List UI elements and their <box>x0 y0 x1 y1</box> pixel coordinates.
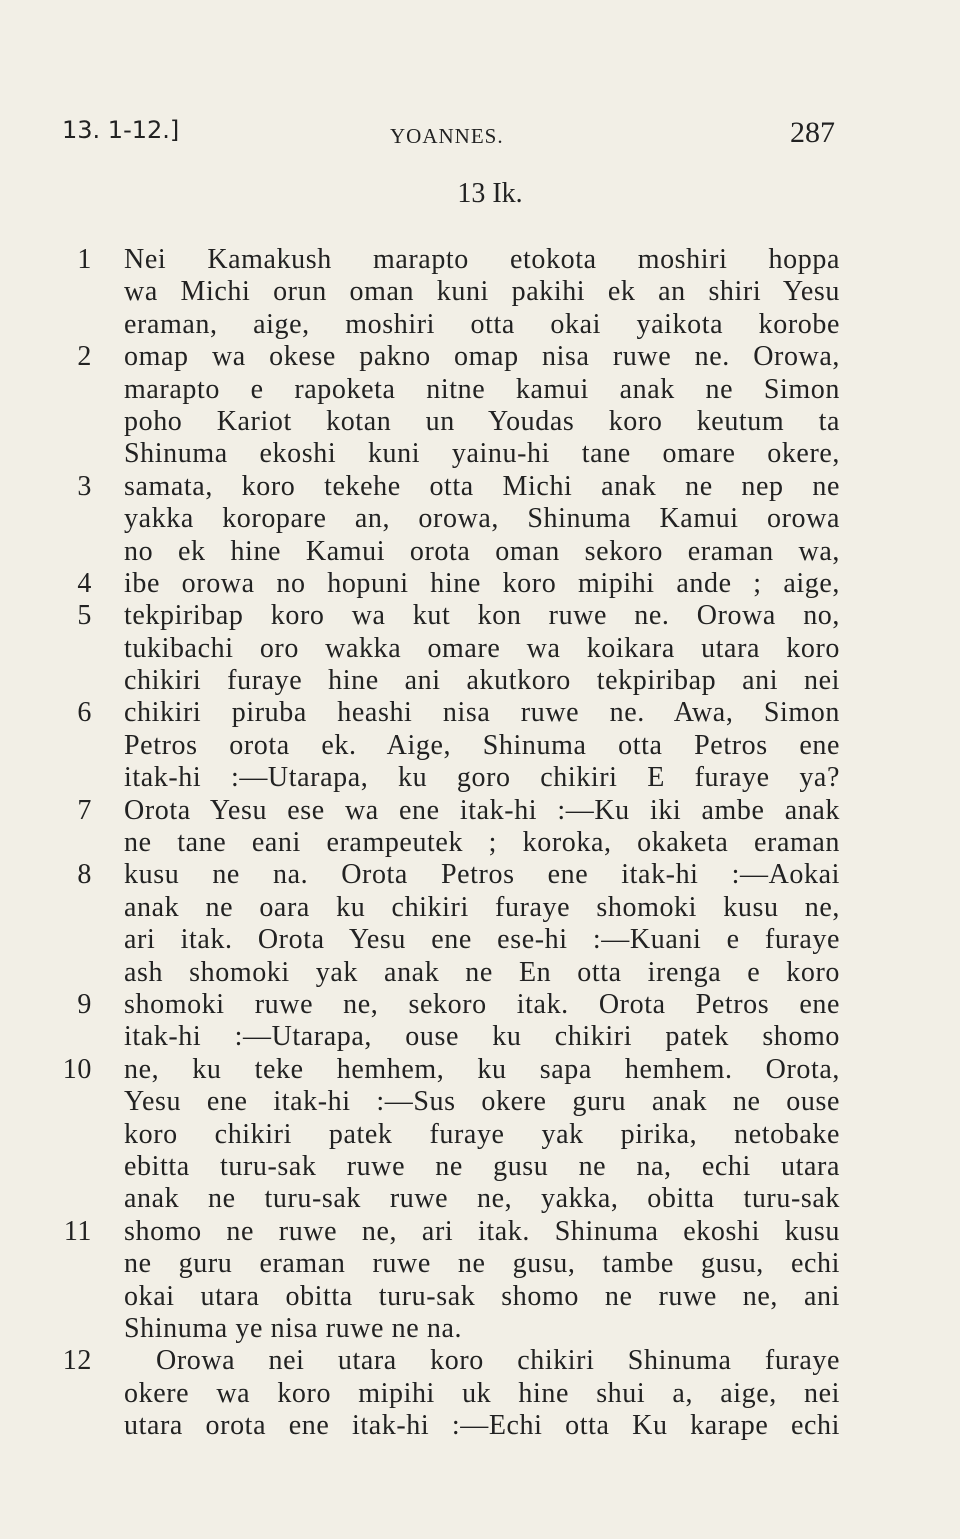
line-text: okere wa koro mipihi uk hine shui a, aige, nei <box>124 1377 840 1409</box>
line-text: koro chikiri patek furaye yak pirika, netobake <box>124 1118 840 1150</box>
line-text: shomo ne ruwe ne, ari itak. Shinuma ekoshi kusu <box>124 1215 840 1247</box>
text-line <box>0 438 960 470</box>
text-line <box>0 341 960 373</box>
text-line <box>0 568 960 600</box>
page-number: 287 <box>790 116 835 149</box>
text-line <box>0 244 960 276</box>
verse-number: 2 <box>77 341 92 373</box>
text-line <box>0 1054 960 1086</box>
text-line <box>0 1248 960 1280</box>
text-line <box>0 503 960 535</box>
line-text: poho Kariot kotan un Youdas koro keutum ta <box>124 405 840 437</box>
text-line <box>0 697 960 729</box>
text-line <box>0 730 960 762</box>
body-text <box>0 244 960 1442</box>
line-text: shomoki ruwe ne, sekoro itak. Orota Petros ene <box>124 988 840 1020</box>
text-line <box>0 957 960 989</box>
text-line <box>0 1313 960 1345</box>
line-text: itak-hi :—Utarapa, ku goro chikiri E furaye ya? <box>124 762 840 794</box>
line-text: Orowa nei utara koro chikiri Shinuma furaye <box>156 1345 840 1377</box>
line-text: wa Michi orun oman kuni pakihi ek an shiri Yesu <box>124 276 840 308</box>
text-line <box>0 827 960 859</box>
line-text: kusu ne na. Orota Petros ene itak-hi :—Aokai <box>124 859 840 891</box>
line-text: eraman, aige, moshiri otta okai yaikota korobe <box>124 308 840 340</box>
line-text: okai utara obitta turu-sak shomo ne ruwe ne, ani <box>124 1280 840 1312</box>
text-line <box>0 633 960 665</box>
text-line <box>0 892 960 924</box>
verse-number: 12 <box>62 1345 92 1377</box>
verse-number: 10 <box>62 1053 92 1085</box>
verse-number: 9 <box>77 988 92 1020</box>
line-text: Shinuma ye nisa ruwe ne na. <box>124 1312 463 1344</box>
line-text: ari itak. Orota Yesu ene ese-hi :—Kuani e furaye <box>124 924 840 956</box>
text-line <box>0 762 960 794</box>
verse-number: 1 <box>77 244 92 275</box>
line-text: anak ne oara ku chikiri furaye shomoki kusu ne, <box>124 891 840 923</box>
chapter-heading: 13 Ik. <box>457 178 523 209</box>
verse-number: 3 <box>77 470 92 502</box>
line-text: chikiri furaye hine ani akutkoro tekpiribap ani nei <box>124 665 840 697</box>
verse-number: 5 <box>77 600 92 632</box>
text-line <box>0 859 960 891</box>
text-line <box>0 536 960 568</box>
chapter-verse-range: 13. 1-12.] <box>62 116 180 144</box>
line-text: marapto e rapoketa nitne kamui anak ne Simon <box>124 373 840 405</box>
line-text: yakka koropare an, orowa, Shinuma Kamui orowa <box>124 503 840 535</box>
text-line <box>0 1345 960 1377</box>
text-line <box>0 309 960 341</box>
text-line <box>0 406 960 438</box>
text-line <box>0 665 960 697</box>
text-line <box>0 1410 960 1442</box>
verse-number: 8 <box>77 859 92 891</box>
book-title: YOANNES. <box>390 124 504 148</box>
text-line <box>0 374 960 406</box>
line-text: ne, ku teke hemhem, ku sapa hemhem. Orota, <box>124 1053 840 1085</box>
line-text: ibe orowa no hopuni hine koro mipihi ande ; aige, <box>124 567 840 599</box>
line-text: itak-hi :—Utarapa, ouse ku chikiri patek shomo <box>124 1021 840 1053</box>
line-text: tukibachi oro wakka omare wa koikara utara koro <box>124 632 840 664</box>
text-line <box>0 1216 960 1248</box>
text-line <box>0 795 960 827</box>
text-line <box>0 276 960 308</box>
text-line <box>0 1119 960 1151</box>
line-text: ne guru eraman ruwe ne gusu, tambe gusu, echi <box>124 1248 840 1280</box>
text-line <box>0 924 960 956</box>
line-text: chikiri piruba heashi nisa ruwe ne. Awa, Simon <box>124 697 840 729</box>
line-text: no ek hine Kamui orota oman sekoro eraman wa, <box>124 535 840 567</box>
line-text: anak ne turu-sak ruwe ne, yakka, obitta turu-sak <box>124 1183 840 1215</box>
line-text: ne tane eani erampeutek ; koroka, okaketa eraman <box>124 827 840 859</box>
line-text: omap wa okese pakno omap nisa ruwe ne. Orowa, <box>124 341 840 373</box>
text-line <box>0 1281 960 1313</box>
text-line <box>0 471 960 503</box>
text-line <box>0 1086 960 1118</box>
text-line <box>0 1183 960 1215</box>
verse-number: 4 <box>77 567 92 599</box>
text-line <box>0 600 960 632</box>
line-text: tekpiribap koro wa kut kon ruwe ne. Orowa no, <box>124 600 840 632</box>
verse-number: 11 <box>63 1215 92 1247</box>
line-text: Nei Kamakush marapto etokota moshiri hoppa <box>124 244 840 275</box>
line-text: Orota Yesu ese wa ene itak-hi :—Ku iki ambe anak <box>124 794 840 826</box>
line-text: Petros orota ek. Aige, Shinuma otta Petros ene <box>124 729 840 761</box>
line-text: utara orota ene itak-hi :—Echi otta Ku karape echi <box>124 1410 840 1442</box>
text-line <box>0 989 960 1021</box>
text-line <box>0 1151 960 1183</box>
verse-number: 7 <box>77 794 92 826</box>
verse-number: 6 <box>77 697 92 729</box>
text-line <box>0 1021 960 1053</box>
running-header <box>0 112 960 152</box>
line-text: Shinuma ekoshi kuni yainu-hi tane omare okere, <box>124 438 840 470</box>
line-text: ebitta turu-sak ruwe ne gusu ne na, echi utara <box>124 1150 840 1182</box>
text-line <box>0 1378 960 1410</box>
line-text: samata, koro tekehe otta Michi anak ne nep ne <box>124 470 840 502</box>
line-text: ash shomoki yak anak ne En otta irenga e koro <box>124 956 840 988</box>
line-text: Yesu ene itak-hi :—Sus okere guru anak ne ouse <box>124 1086 840 1118</box>
